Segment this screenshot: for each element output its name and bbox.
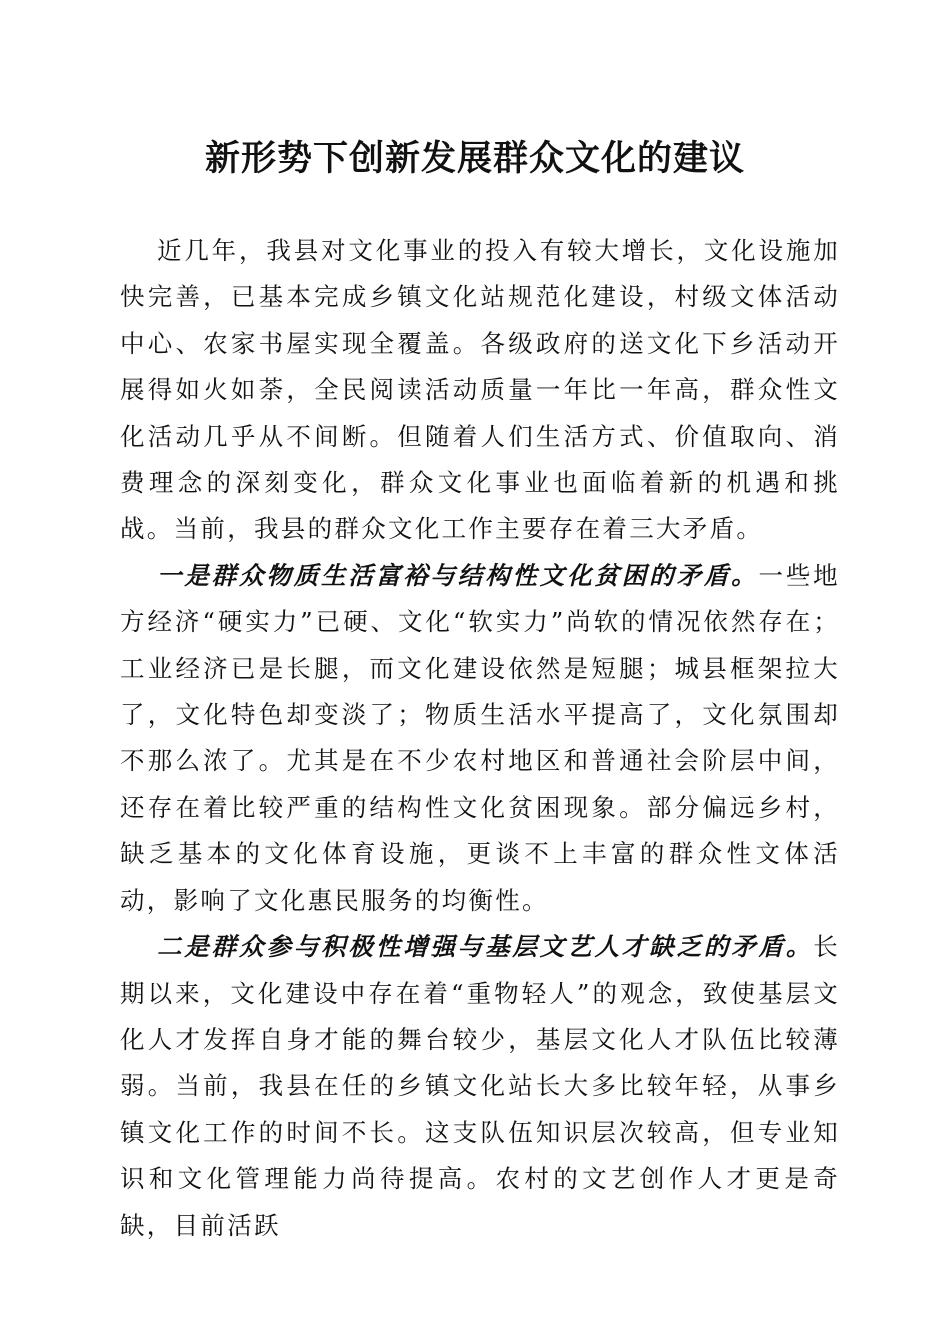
paragraph-contradiction-2	[120, 924, 840, 1249]
paragraph-contradiction-1-heading: 一是群众物质生活富裕与结构性文化贫困的矛盾。	[157, 560, 759, 590]
paragraph-contradiction-2-heading: 二是群众参与积极性增强与基层文艺人才缺乏的矛盾。	[157, 932, 814, 962]
document-title: 新形势下创新发展群众文化的建议	[204, 138, 745, 179]
paragraph-contradiction-1-text: 一些地方经济“硬实力”已硬、文化“软实力”尚软的情况依然存在；工业经济已是长腿，而文化建设依然是短腿；城县框架拉大了，文化特色却变淡了；物质生活水平提高了，文化氛围却不那么浓了。尤其是在不少农村地区和普通社会阶层中间，还存在着比较严重的结构性文化贫困现象。部分偏远乡村，缺乏基本的文化体育设施，更谈不上丰富的群众性文体活动，影响了文化惠民服务的均衡性。	[120, 560, 840, 915]
paragraph-intro-text: 近几年，我县对文化事业的投入有较大增长，文化设施加快完善，已基本完成乡镇文化站规范化建设，村级文体活动中心、农家书屋实现全覆盖。各级政府的送文化下乡活动开展得如火如荼，全民阅读活动质量一年比一年高，群众性文化活动几乎从不间断。但随着人们生活方式、价值取向、消费理念的深刻变化，群众文化事业也面临着新的机遇和挑战。当前，我县的群众文化工作主要存在着三大矛盾。	[120, 236, 840, 544]
paragraph-contradiction-2-text: 长期以来，文化建设中存在着“重物轻人”的观念，致使基层文化人才发挥自身才能的舞台较少，基层文化人才队伍比较薄弱。当前，我县在任的乡镇文化站长大多比较年轻，从事乡镇文化工作的时间不长。这支队伍知识层次较高，但专业知识和文化管理能力尚待提高。农村的文艺创作人才更是奇缺，目前活跃	[120, 932, 840, 1240]
paragraph-intro	[120, 228, 840, 553]
document-body	[120, 228, 840, 1249]
paragraph-contradiction-1	[120, 553, 840, 924]
